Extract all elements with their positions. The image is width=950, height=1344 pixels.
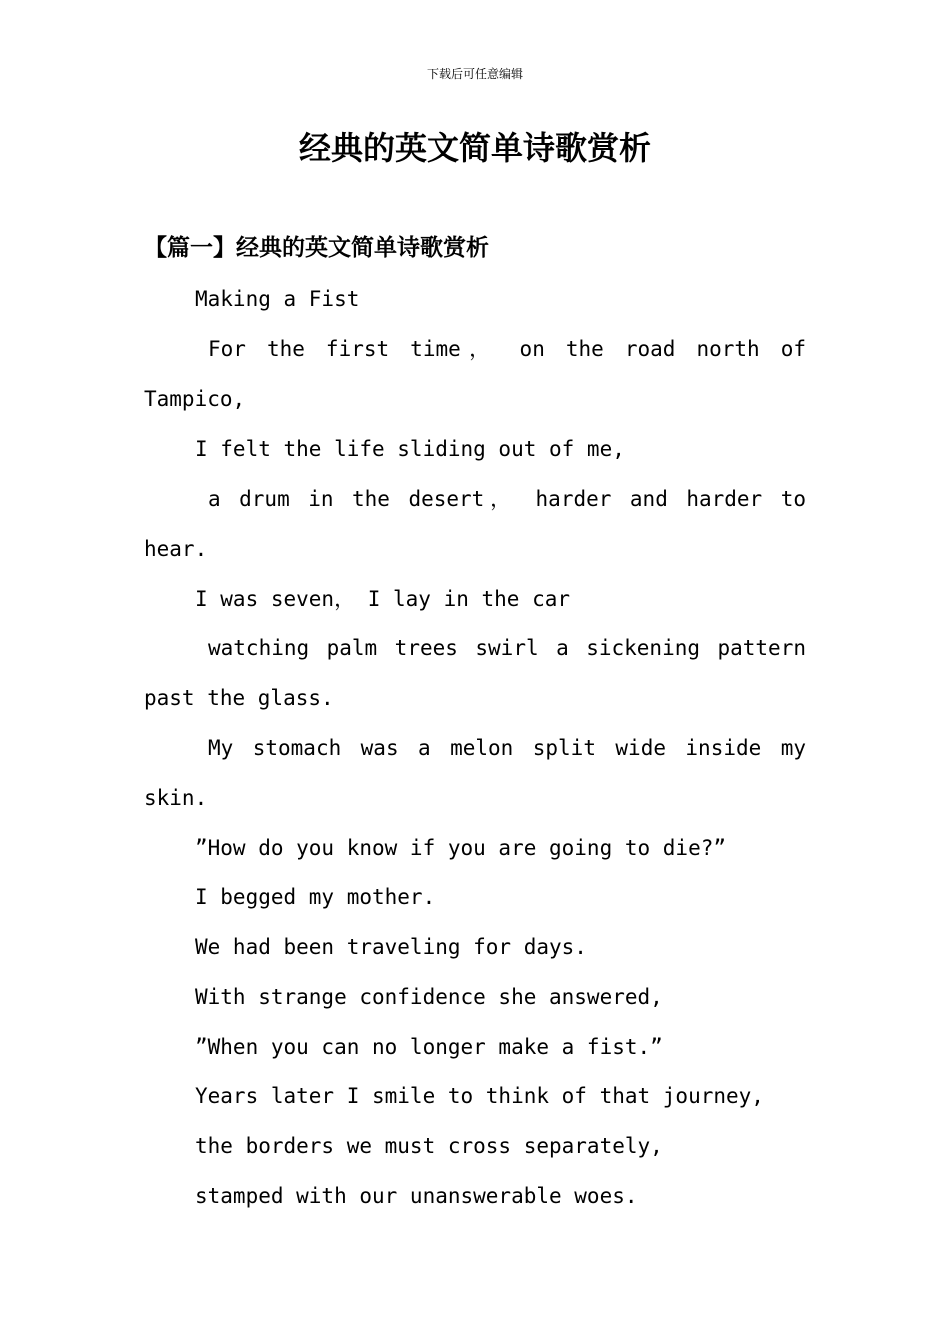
poem-title: Making a Fist: [195, 287, 360, 311]
poem-line: With strange confidence she answered,: [195, 985, 663, 1009]
poem-line: Tampico,: [144, 387, 246, 411]
section-heading: 【篇一】经典的英文简单诗歌赏析: [144, 234, 489, 261]
poem-line: We had been traveling for days.: [195, 935, 587, 959]
poem-line: My stomach was a melon split wide inside my: [208, 736, 806, 760]
poem-line: stamped with our unanswerable woes.: [195, 1184, 638, 1208]
poem-line: I begged my mother.: [195, 885, 436, 909]
poem-line: the borders we must cross separately,: [195, 1134, 663, 1158]
header-note: 下载后可任意编辑: [426, 67, 523, 81]
poem-line: Years later I smile to think of that journey,: [195, 1084, 764, 1108]
poem-line: ”When you can no longer make a fist.”: [195, 1035, 663, 1059]
document-title: 经典的英文简单诗歌赏析: [298, 129, 651, 167]
poem-line: I felt the life sliding out of me,: [195, 437, 625, 461]
poem-line: For the first time， on the road north of: [208, 337, 806, 361]
poem-line: ”How do you know if you are going to die?”: [195, 836, 727, 860]
poem-line: skin.: [144, 786, 208, 810]
poem-line: I was seven， I lay in the car: [195, 587, 571, 611]
poem-line: hear.: [144, 537, 208, 561]
poem-line: watching palm trees swirl a sickening pattern: [208, 636, 806, 660]
poem-line: a drum in the desert， harder and harder to: [208, 487, 806, 511]
poem-line: past the glass.: [144, 686, 334, 710]
